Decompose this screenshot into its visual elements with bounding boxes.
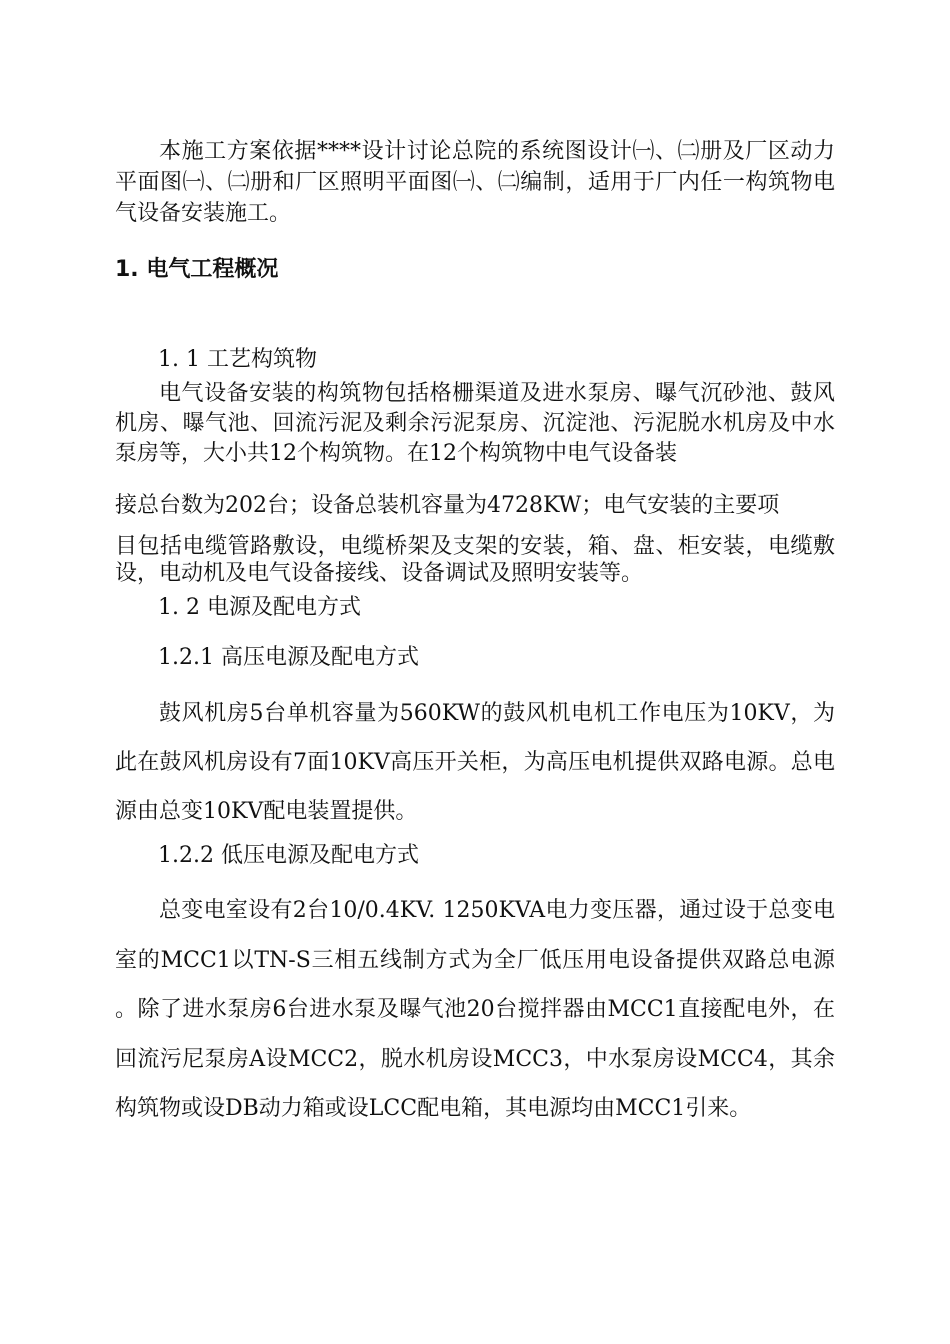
structures-paragraph-part2: 接总台数为202台；设备总装机容量为4728KW；电气安装的主要项 bbox=[115, 493, 780, 518]
subsection-heading-1-2-1: 1.2.1 高压电源及配电方式 bbox=[158, 645, 419, 670]
subsection-heading-1-2-2: 1.2.2 低压电源及配电方式 bbox=[158, 843, 419, 868]
structures-paragraph-part3: 目包括电缆管路敷设，电缆桥架及支架的安装，箱、盘、柜安装，电缆敷设，电动机及电气设备接线、设备调试及照明安装等。 bbox=[115, 534, 835, 586]
high-voltage-paragraph: 鼓风机房5台单机容量为560KW的鼓风机电机工作电压为10KV，为此在鼓风机房设有7面10KV高压开关柜，为高压电机提供双路电源。总电源由总变10KV配电装置提供。 bbox=[115, 701, 835, 824]
section-heading: 1. 电气工程概况 bbox=[115, 257, 279, 282]
intro-paragraph: 本施工方案依据****设计讨论总院的系统图设计㈠、㈡册及厂区动力平面图㈠、㈡册和厂区照明平面图㈠、㈡编制，适用于厂内任一构筑物电气设备安装施工。 bbox=[115, 139, 835, 226]
structures-paragraph-part1: 电气设备安装的构筑物包括格栅渠道及进水泵房、曝气沉砂池、鼓风机房、曝气池、回流污泥及剩余污泥泵房、沉淀池、污泥脱水机房及中水泵房等，大小共12个构筑物。在12个构筑物中电气设备装 bbox=[115, 381, 835, 466]
subsection-heading-1-1: 1. 1 工艺构筑物 bbox=[158, 347, 317, 372]
low-voltage-paragraph: 总变电室设有2台10/0.4KV. 1250KVA电力变压器，通过设于总变电室的MCC1以TN-S三相五线制方式为全厂低压用电设备提供双路总电源。除了进水泵房6台进水泵及曝气池20台搅拌器由MCC1直接配电外，在回流污尼泵房A设MCC2，脱水机房设MCC3，中水泵房设MCC4，其余构筑物或设DB动力箱或设LCC配电箱，其电源均由MCC1引来。 bbox=[115, 898, 835, 1121]
subsection-heading-1-2: 1. 2 电源及配电方式 bbox=[158, 595, 361, 620]
